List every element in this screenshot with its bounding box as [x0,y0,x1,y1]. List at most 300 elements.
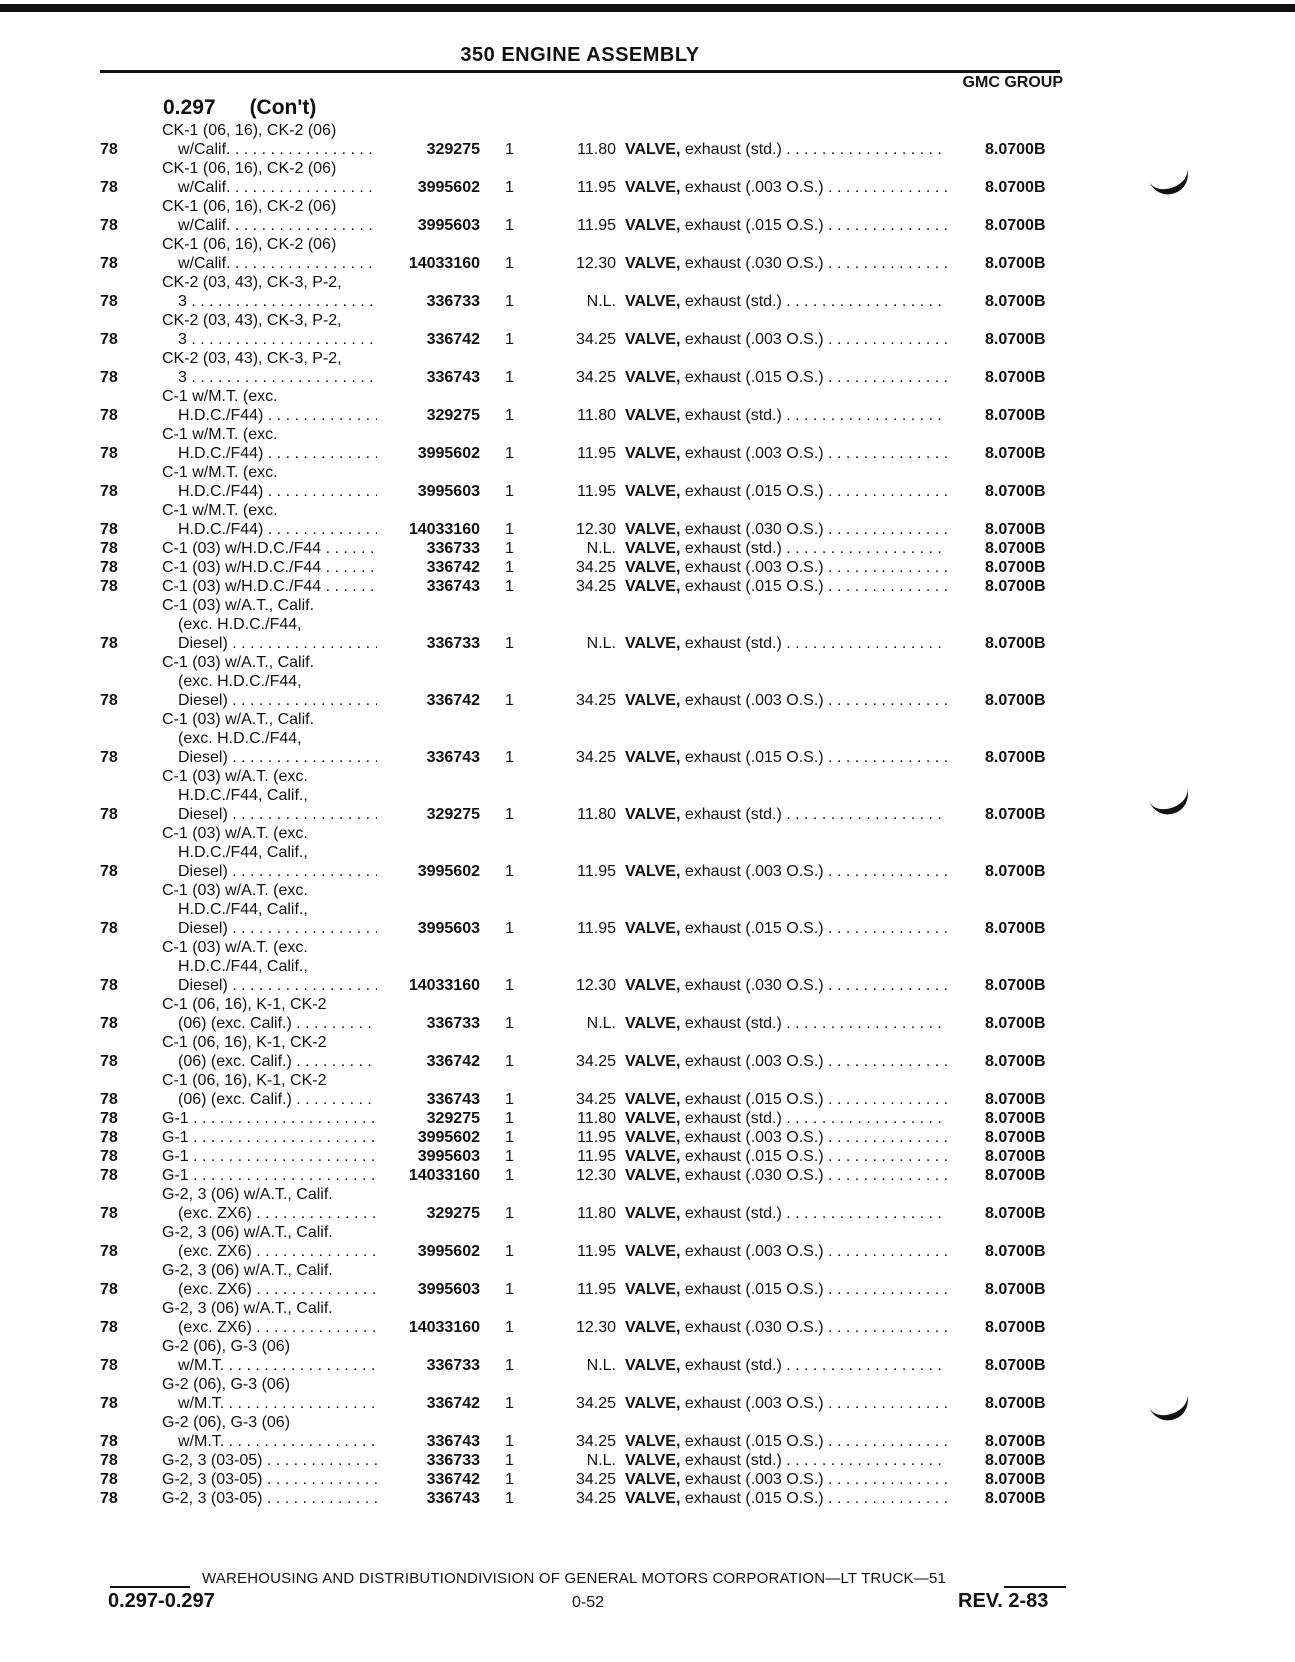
application-line: C-1 (03) w/H.D.C./F44 . . . [162,558,377,577]
group-number: 8.0700B [985,255,1046,272]
application-line: H.D.C./F44, Calif., [178,787,308,804]
part-detail: exhaust (.015 O.S.) [684,1281,824,1298]
group-number: 8.0700B [985,977,1046,994]
application-cell [162,653,377,710]
part-description [625,1052,947,1071]
price: 34.25 [575,692,616,709]
price: 11.95 [577,179,616,196]
application-line: CK-2 (03, 43), CK-3, P-2, [162,274,342,291]
part-name: VALVE, [625,1319,681,1336]
part-number: 3995603 [417,1148,480,1165]
part-number: 329275 [426,1110,480,1127]
application-cell [162,1071,377,1109]
part-number: 14033160 [408,521,480,538]
part-description [625,634,947,653]
parts-row [0,425,1160,463]
application-line: G-2, 3 (03-05) . . . [162,1451,377,1470]
part-number: 336733 [426,635,480,652]
group-number: 8.0700B [985,559,1046,576]
model-year: 78 [100,1319,118,1336]
application-line: H.D.C./F44, Calif., [178,844,308,861]
part-description [625,1356,947,1375]
part-description [625,1470,947,1489]
part-number: 3995602 [417,445,480,462]
group-number: 8.0700B [985,293,1046,310]
quantity: 1 [505,331,514,348]
model-year: 78 [100,521,118,538]
application-line: (exc. H.D.C./F44, [178,616,302,633]
model-year: 78 [100,217,118,234]
part-name: VALVE, [625,1433,681,1450]
quantity: 1 [505,1053,514,1070]
part-description [625,140,947,159]
part-name: VALVE, [625,1243,681,1260]
part-detail: exhaust (std.) [684,1205,782,1222]
part-detail: exhaust (.015 O.S.) [684,217,824,234]
application-line: C-1 (06, 16), K-1, CK-2 [162,996,327,1013]
price: 12.30 [575,1167,616,1184]
group-number: 8.0700B [985,863,1046,880]
application-cell [162,1185,377,1223]
part-number: 3995602 [417,863,480,880]
model-year: 78 [100,407,118,424]
model-year: 78 [100,1490,118,1507]
part-description [625,558,947,577]
parts-list [0,121,1160,1508]
part-description [625,976,947,995]
application-cell [162,558,377,577]
parts-row [0,235,1160,273]
group-number: 8.0700B [985,806,1046,823]
price: 11.95 [577,217,616,234]
group-number: 8.0700B [985,1471,1046,1488]
model-year: 78 [100,749,118,766]
application-line: H.D.C./F44) . . . [162,520,377,539]
part-detail: exhaust (std.) [684,293,782,310]
part-description [625,862,947,881]
part-name: VALVE, [625,806,681,823]
quantity: 1 [505,1357,514,1374]
model-year: 78 [100,1129,118,1146]
part-number: 336742 [426,1395,480,1412]
part-description [625,216,947,235]
application-line: G-2 (06), G-3 (06) [162,1376,291,1393]
part-number: 336733 [426,293,480,310]
parts-row [0,463,1160,501]
model-year: 78 [100,1243,118,1260]
part-name: VALVE, [625,1471,681,1488]
model-year: 78 [100,1471,118,1488]
application-cell [162,1147,377,1166]
quantity: 1 [505,635,514,652]
parts-row [0,596,1160,653]
application-line: C-1 (03) w/H.D.C./F44 . . . [162,539,377,558]
quantity: 1 [505,369,514,386]
part-detail: exhaust (.030 O.S.) [684,255,824,272]
parts-row [0,558,1160,577]
part-detail: exhaust (std.) [684,1452,782,1469]
part-detail: exhaust (std.) [684,1357,782,1374]
price: N.L. [586,1452,616,1469]
quantity: 1 [505,407,514,424]
application-line: w/Calif. . . . [162,254,377,273]
application-line: G-2 (06), G-3 (06) [162,1414,291,1431]
application-line: C-1 (03) w/A.T., Calif. [162,711,315,728]
model-year: 78 [100,1357,118,1374]
model-year: 78 [100,483,118,500]
parts-row [0,577,1160,596]
application-line: G-2, 3 (03-05) . . . [162,1470,377,1489]
application-line: C-1 w/M.T. (exc. [162,502,278,519]
part-number: 336742 [426,1053,480,1070]
price: 11.95 [577,1243,616,1260]
part-detail: exhaust (.003 O.S.) [684,179,824,196]
part-detail: exhaust (.030 O.S.) [684,521,824,538]
parts-row [0,881,1160,938]
parts-row [0,159,1160,197]
application-line: w/M.T. . . . [162,1432,377,1451]
application-line: C-1 (06, 16), K-1, CK-2 [162,1034,327,1051]
model-year: 78 [100,141,118,158]
price: N.L. [586,540,616,557]
parts-row [0,1071,1160,1109]
part-name: VALVE, [625,255,681,272]
part-name: VALVE, [625,1110,681,1127]
quantity: 1 [505,1205,514,1222]
part-name: VALVE, [625,1091,681,1108]
part-number: 336733 [426,540,480,557]
part-name: VALVE, [625,1281,681,1298]
price: 11.95 [577,920,616,937]
model-year: 78 [100,1395,118,1412]
part-detail: exhaust (.015 O.S.) [684,483,824,500]
part-description [625,1432,947,1451]
part-description [625,1147,947,1166]
group-number: 8.0700B [985,1281,1046,1298]
application-cell [162,1337,377,1375]
part-name: VALVE, [625,1452,681,1469]
parts-row [0,121,1160,159]
part-name: VALVE, [625,692,681,709]
part-number: 3995602 [417,179,480,196]
part-detail: exhaust (.030 O.S.) [684,977,824,994]
application-line: G-2, 3 (06) w/A.T., Calif. [162,1186,333,1203]
application-cell [162,235,377,273]
part-detail: exhaust (.015 O.S.) [684,578,824,595]
part-name: VALVE, [625,331,681,348]
group-number: 8.0700B [985,692,1046,709]
application-line: 3 . . . [162,368,377,387]
part-description [625,1280,947,1299]
part-number: 14033160 [408,1319,480,1336]
price: 34.25 [575,1091,616,1108]
group-number: 8.0700B [985,1433,1046,1450]
price: 11.80 [577,141,616,158]
quantity: 1 [505,1471,514,1488]
part-description [625,1109,947,1128]
application-line: C-1 (06, 16), K-1, CK-2 [162,1072,327,1089]
part-number: 3995602 [417,1243,480,1260]
section-heading [163,96,316,120]
application-cell [162,1109,377,1128]
parts-row [0,824,1160,881]
application-line: CK-1 (06, 16), CK-2 (06) [162,236,337,253]
parts-row [0,1375,1160,1413]
parts-row [0,938,1160,995]
group-number: 8.0700B [985,179,1046,196]
parts-row [0,1166,1160,1185]
application-cell [162,273,377,311]
part-detail: exhaust (.003 O.S.) [684,1129,824,1146]
price: 11.95 [577,1148,616,1165]
model-year: 78 [100,1148,118,1165]
part-number: 3995603 [417,217,480,234]
part-detail: exhaust (.015 O.S.) [684,1148,824,1165]
price: 12.30 [575,977,616,994]
part-number: 14033160 [408,977,480,994]
application-line: w/M.T. . . . [162,1356,377,1375]
part-name: VALVE, [625,521,681,538]
price: 34.25 [575,1471,616,1488]
part-description [625,1014,947,1033]
part-name: VALVE, [625,1167,681,1184]
application-cell [162,1413,377,1451]
quantity: 1 [505,1319,514,1336]
part-name: VALVE, [625,1490,681,1507]
parts-row [0,1299,1160,1337]
part-number: 3995603 [417,920,480,937]
part-description [625,292,947,311]
application-cell [162,387,377,425]
application-cell [162,1261,377,1299]
application-cell [162,577,377,596]
application-line: (06) (exc. Calif.) . . . [162,1014,377,1033]
application-line: G-1 . . . [162,1166,377,1185]
quantity: 1 [505,578,514,595]
application-line: C-1 (03) w/A.T. (exc. [162,768,308,785]
quantity: 1 [505,141,514,158]
price: 34.25 [575,369,616,386]
group-label: GMC GROUP [962,74,1063,91]
application-line: 3 . . . [162,330,377,349]
quantity: 1 [505,1490,514,1507]
part-number: 14033160 [408,1167,480,1184]
application-cell [162,159,377,197]
quantity: 1 [505,863,514,880]
model-year: 78 [100,1167,118,1184]
part-description [625,178,947,197]
application-cell [162,710,377,767]
application-line: (06) (exc. Calif.) . . . [162,1052,377,1071]
application-cell [162,425,377,463]
group-number: 8.0700B [985,141,1046,158]
group-number: 8.0700B [985,1091,1046,1108]
application-line: CK-1 (06, 16), CK-2 (06) [162,198,337,215]
model-year: 78 [100,1053,118,1070]
part-name: VALVE, [625,445,681,462]
price: 11.80 [577,407,616,424]
parts-row [0,1223,1160,1261]
part-name: VALVE, [625,749,681,766]
application-line: G-2 (06), G-3 (06) [162,1338,291,1355]
part-description [625,368,947,387]
application-line: G-1 . . . [162,1147,377,1166]
part-name: VALVE, [625,1129,681,1146]
part-name: VALVE, [625,483,681,500]
part-description [625,748,947,767]
part-number: 336733 [426,1015,480,1032]
part-description [625,406,947,425]
model-year: 78 [100,1205,118,1222]
footer-range: 0.297-0.297 [108,1590,215,1612]
application-line: Diesel) . . . [162,976,377,995]
part-name: VALVE, [625,1395,681,1412]
price: 34.25 [575,1433,616,1450]
quantity: 1 [505,920,514,937]
group-number: 8.0700B [985,1205,1046,1222]
application-line: (exc. H.D.C./F44, [178,673,302,690]
application-cell [162,311,377,349]
part-description [625,805,947,824]
application-line: H.D.C./F44) . . . [162,406,377,425]
application-cell [162,1451,377,1470]
model-year: 78 [100,1091,118,1108]
application-line: C-1 w/M.T. (exc. [162,426,278,443]
application-line: (exc. ZX6) . . . [162,1204,377,1223]
model-year: 78 [100,635,118,652]
application-cell [162,539,377,558]
model-year: 78 [100,1015,118,1032]
price: 11.95 [577,1281,616,1298]
footer-page-number: 0-52 [572,1594,605,1611]
quantity: 1 [505,1395,514,1412]
model-year: 78 [100,977,118,994]
group-number: 8.0700B [985,217,1046,234]
price: 11.80 [577,806,616,823]
group-number: 8.0700B [985,331,1046,348]
part-number: 336742 [426,331,480,348]
parts-row [0,1261,1160,1299]
section-number: 0.297 [163,96,216,119]
part-detail: exhaust (.003 O.S.) [684,559,824,576]
part-description [625,919,947,938]
group-number: 8.0700B [985,1167,1046,1184]
application-line: (exc. ZX6) . . . [162,1242,377,1261]
part-name: VALVE, [625,179,681,196]
parts-row [0,995,1160,1033]
price: 34.25 [575,1395,616,1412]
application-cell [162,1128,377,1147]
group-number: 8.0700B [985,1395,1046,1412]
application-line: w/Calif. . . . [162,178,377,197]
quantity: 1 [505,540,514,557]
part-detail: exhaust (.015 O.S.) [684,749,824,766]
parts-row [0,1451,1160,1470]
application-line: G-2, 3 (03-05) . . . [162,1489,377,1508]
application-line: C-1 (03) w/H.D.C./F44 . . . [162,577,377,596]
part-name: VALVE, [625,540,681,557]
part-name: VALVE, [625,920,681,937]
part-name: VALVE, [625,578,681,595]
price: 11.95 [577,863,616,880]
part-detail: exhaust (.015 O.S.) [684,1490,824,1507]
part-description [625,1166,947,1185]
quantity: 1 [505,255,514,272]
price: 11.80 [577,1110,616,1127]
part-number: 14033160 [408,255,480,272]
part-name: VALVE, [625,217,681,234]
application-line: G-2, 3 (06) w/A.T., Calif. [162,1300,333,1317]
parts-row [0,1185,1160,1223]
group-number: 8.0700B [985,1452,1046,1469]
price: N.L. [586,1357,616,1374]
part-detail: exhaust (std.) [684,407,782,424]
parts-row [0,767,1160,824]
part-name: VALVE, [625,293,681,310]
part-description [625,444,947,463]
quantity: 1 [505,1452,514,1469]
group-number: 8.0700B [985,369,1046,386]
model-year: 78 [100,255,118,272]
model-year: 78 [100,331,118,348]
part-number: 336742 [426,1471,480,1488]
group-number: 8.0700B [985,521,1046,538]
part-description [625,577,947,596]
part-detail: exhaust (std.) [684,635,782,652]
application-line: Diesel) . . . [162,862,377,881]
application-cell [162,1033,377,1071]
application-cell [162,767,377,824]
quantity: 1 [505,1091,514,1108]
group-number: 8.0700B [985,578,1046,595]
application-line: Diesel) . . . [162,805,377,824]
application-line: CK-2 (03, 43), CK-3, P-2, [162,312,342,329]
model-year: 78 [100,1281,118,1298]
price: 12.30 [575,521,616,538]
quantity: 1 [505,179,514,196]
part-detail: exhaust (.003 O.S.) [684,1471,824,1488]
top-border-bar [0,4,1295,12]
parts-row [0,501,1160,539]
application-line: C-1 (03) w/A.T. (exc. [162,825,308,842]
part-detail: exhaust (.015 O.S.) [684,1091,824,1108]
model-year: 78 [100,369,118,386]
price: 12.30 [575,1319,616,1336]
section-suffix: (Con't) [249,96,317,119]
parts-row [0,653,1160,710]
application-line: Diesel) . . . [162,748,377,767]
part-description [625,1489,947,1508]
part-detail: exhaust (.015 O.S.) [684,369,824,386]
model-year: 78 [100,559,118,576]
application-cell [162,995,377,1033]
part-detail: exhaust (std.) [684,1110,782,1127]
model-year: 78 [100,692,118,709]
model-year: 78 [100,293,118,310]
model-year: 78 [100,578,118,595]
price: 11.80 [577,1205,616,1222]
group-number: 8.0700B [985,1129,1046,1146]
application-line: (exc. ZX6) . . . [162,1280,377,1299]
price: 11.95 [577,1129,616,1146]
footer-rule-right [1004,1586,1066,1588]
price: N.L. [586,635,616,652]
model-year: 78 [100,179,118,196]
parts-row [0,710,1160,767]
price: 34.25 [575,1490,616,1507]
footer-revision: REV. 2-83 [958,1590,1049,1612]
model-year: 78 [100,445,118,462]
